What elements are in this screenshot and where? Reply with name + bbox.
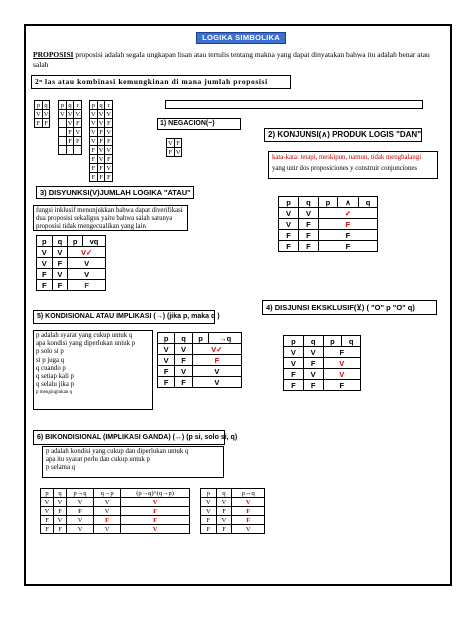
table-row [284, 358, 361, 369]
table-cell: F [52, 280, 68, 291]
table-cell: V [94, 525, 121, 534]
table-cell: V [232, 498, 265, 507]
table-cell: V [98, 119, 104, 127]
table-cell: F [232, 507, 265, 516]
table-row [37, 269, 106, 280]
table-cell [59, 119, 67, 128]
table-row [279, 230, 378, 241]
table-header-row [201, 489, 265, 498]
table-header-cell: →q [209, 333, 242, 344]
table-header-row [35, 101, 50, 110]
truth-table-3var-partial [58, 100, 82, 155]
table-cell: V [43, 110, 49, 118]
disjunction-table [36, 235, 106, 291]
table-cell: F [68, 280, 106, 291]
table-cell: V [284, 358, 304, 369]
biconditional-line: p adalah kondisi yang cukup dan diperlukan untuk q [46, 448, 189, 455]
table-header-row [37, 236, 106, 247]
table-cell: F [121, 516, 190, 525]
negation-heading: 1) NEGACION(~) [157, 118, 241, 130]
table-cell: V [37, 247, 53, 258]
table-cell: V [98, 146, 104, 154]
table-row [35, 119, 50, 128]
table-row [158, 355, 242, 366]
table-cell: F [298, 230, 318, 241]
table-cell: V [54, 498, 67, 507]
table-header-cell: q [342, 336, 361, 347]
table-cell: F [41, 516, 54, 525]
table-cell: F [90, 164, 98, 173]
table-cell [66, 146, 74, 155]
table-header-row [90, 101, 113, 110]
table-header-cell: q [303, 336, 323, 347]
table-cell: V [303, 347, 323, 358]
table-header-cell: p [158, 333, 175, 344]
table-row [279, 241, 378, 252]
table-cell: F [74, 119, 82, 128]
table-cell: F [105, 137, 113, 146]
conditional-line: p menginginkan q [36, 390, 73, 396]
table-cell: V [106, 110, 112, 118]
table-cell: F [35, 119, 43, 128]
table-cell: V [175, 366, 192, 377]
empty-box [165, 100, 423, 109]
table-row [59, 119, 82, 128]
table-cell: V [121, 498, 190, 507]
table-cell: F [67, 507, 94, 516]
table-cell: F [105, 119, 113, 128]
table-header-cell: q [175, 333, 192, 344]
table-cell [59, 128, 67, 137]
table-header-row [41, 489, 190, 498]
table-header-cell: p [41, 489, 54, 498]
table-cell: V [106, 164, 112, 172]
table-cell: V [98, 155, 104, 163]
table-cell: F [318, 241, 377, 252]
table-cell: F [298, 219, 318, 230]
table-row [59, 110, 82, 119]
table-cell: V [175, 148, 181, 156]
table-header-cell: r [105, 101, 113, 110]
table-cell: F [90, 173, 98, 182]
table-header-cell: ∧ [337, 197, 358, 208]
conditional-line: p adalah syarat yang cukup untuk q [36, 332, 133, 339]
table-header-cell: p [37, 236, 53, 247]
conjunction-description [268, 151, 438, 179]
biconditional-description [42, 446, 224, 478]
table-row [90, 155, 113, 164]
table-row [41, 516, 190, 525]
table-cell [74, 146, 82, 155]
exclusive-table [283, 335, 361, 391]
table-cell: F [323, 347, 360, 358]
table-cell: V [98, 110, 104, 118]
table-cell: F [284, 369, 304, 380]
table-row [90, 173, 113, 182]
table-cell: V [67, 525, 94, 534]
table-cell: V [54, 516, 67, 525]
table-cell: F [323, 380, 360, 391]
disjunction-description: fungsi inklusif menunjukkan bahwa dapat diverifikasi dua proposisi sekaligus yaitu bahwa salah satunya proposisi tidak mengecualikan yang lain [33, 205, 188, 231]
table-row [201, 498, 265, 507]
table-row [90, 119, 113, 128]
table-cell: F [216, 507, 232, 516]
table-cell: F [279, 241, 299, 252]
table-cell: V [67, 119, 73, 127]
table-cell: F [90, 146, 98, 155]
table-cell: F [105, 155, 113, 164]
table-header-cell: q [298, 197, 318, 208]
table-cell: V [175, 344, 192, 355]
table-cell: ✓ [318, 208, 377, 219]
table-row [158, 377, 242, 388]
table-header-row [158, 333, 242, 344]
table-cell: F [201, 525, 217, 534]
intro-paragraph [33, 50, 445, 69]
conditional-line: q selalu jika p [36, 381, 74, 389]
biconditional-line: apa itu syarat perlu dan cukup untuk p [46, 456, 151, 464]
table-cell [59, 137, 67, 146]
biconditional-table [40, 488, 190, 534]
table-cell: V [168, 139, 173, 147]
table-cell [59, 146, 67, 155]
table-header-cell: p [192, 333, 208, 344]
table-cell: F [74, 137, 82, 146]
table-cell: V [279, 208, 299, 219]
table-cell: V [91, 128, 96, 136]
table-header-cell: q [66, 101, 74, 110]
table-cell: V [216, 516, 232, 525]
table-cell: F [175, 377, 192, 388]
table-row [90, 146, 113, 155]
table-row [279, 219, 378, 230]
intro-text: proposisi adalah segala ungkapan lisan atau tertulis tentang makna yang dapat dinyatakan bahwa itu adalah benar atau salah [33, 50, 430, 69]
table-header-row [59, 101, 82, 110]
table-header-cell: p [323, 336, 342, 347]
conditional-table [157, 332, 242, 388]
conjunction-heading: 2) KONJUNSI(∧) PRODUK LOGIS "DAN" [264, 128, 422, 142]
table-cell: F [90, 155, 98, 164]
table-cell: V [192, 377, 241, 388]
conjunction-table [278, 196, 378, 252]
table-cell: V [75, 128, 81, 136]
exclusive-heading: 4) DISJUNSI EKSKLUSIF(⊻) ( "O" p "O" q) [262, 300, 437, 315]
table-row [59, 128, 82, 137]
table-cell: V [201, 507, 217, 516]
table-header-cell: p [35, 101, 43, 110]
table-cell: F [298, 241, 318, 252]
table-header-cell: r [74, 101, 82, 110]
table-row [284, 380, 361, 391]
table-cell: F [37, 280, 53, 291]
truth-table-3var [89, 100, 113, 182]
table-header-cell: q [97, 101, 105, 110]
table-header-cell: p [68, 236, 83, 247]
table-cell: V [323, 358, 360, 369]
table-row [201, 507, 265, 516]
table-cell: V✓ [68, 247, 106, 258]
table-cell: V [106, 128, 112, 136]
table-cell: F [52, 258, 68, 269]
table-cell: F [37, 269, 53, 280]
table-cell: V [279, 219, 299, 230]
table-cell: V [106, 146, 112, 154]
table-cell: V [52, 269, 68, 280]
table-row [279, 208, 378, 219]
table-header-cell: p [90, 101, 98, 110]
conditional-line: q cuando p [36, 364, 66, 372]
table-cell: F [54, 525, 67, 534]
table-row [90, 164, 113, 173]
table-row [167, 139, 182, 148]
table-header-cell: p [284, 336, 304, 347]
table-cell: F [66, 137, 74, 146]
table-cell: V [37, 258, 53, 269]
table-row [37, 258, 106, 269]
table-cell: F [97, 173, 105, 182]
conditional-line: apa kondisi yang diperlukan untuk p [36, 340, 136, 348]
table-cell: F [303, 380, 323, 391]
table-row [35, 110, 50, 119]
table-cell: V [94, 498, 121, 507]
table-row [59, 146, 82, 155]
table-cell: F [97, 128, 105, 137]
table-cell: V [60, 110, 65, 118]
table-header-row [279, 197, 378, 208]
table-row [41, 507, 190, 516]
table-cell: F [97, 164, 105, 173]
table-header-cell: q [52, 236, 68, 247]
table-header-cell: p→q [67, 489, 94, 498]
table-cell: V [91, 137, 96, 145]
table-header-cell: p [279, 197, 299, 208]
table-cell: F [167, 148, 175, 157]
conjunction-desc: yang unir dos proposiciones y construir conjunciones [272, 165, 417, 173]
combination-note: 2ⁿ las atau kombinasi kemungkinan di mana jumlah proposisi [31, 75, 291, 89]
table-cell: V [121, 525, 190, 534]
table-cell: V [52, 247, 68, 258]
table-row [41, 498, 190, 507]
table-cell: F [66, 128, 74, 137]
table-cell: V [94, 507, 121, 516]
truth-table-2var [34, 100, 50, 128]
table-cell: F [192, 355, 241, 366]
table-cell: F [174, 139, 182, 148]
table-cell: V [284, 347, 304, 358]
table-cell: F [303, 358, 323, 369]
intro-term: PROPOSISI [33, 50, 74, 59]
table-header-cell: p [59, 101, 67, 110]
conditional-line: p solo si p [36, 348, 64, 356]
table-cell: F [42, 119, 50, 128]
table-header-cell: q [42, 101, 50, 110]
table-cell: V [192, 366, 241, 377]
table-cell: F [201, 516, 217, 525]
table-cell: V [36, 110, 41, 118]
table-cell: F [318, 219, 377, 230]
table-row [167, 148, 182, 157]
biconditional-line: p selama q [46, 464, 76, 472]
table-row [158, 344, 242, 355]
negation-table [166, 138, 182, 157]
table-row [284, 369, 361, 380]
table-cell: V [91, 110, 96, 118]
table-row [284, 347, 361, 358]
table-cell: F [121, 507, 190, 516]
table-row [90, 137, 113, 146]
table-row [201, 525, 265, 534]
table-header-row [284, 336, 361, 347]
table-cell: V [67, 498, 94, 507]
table-cell: V [67, 110, 73, 118]
table-row [90, 110, 113, 119]
table-cell: V [158, 344, 175, 355]
table-cell: F [41, 525, 54, 534]
table-cell: V [41, 498, 54, 507]
table-cell: V [323, 369, 360, 380]
table-row [90, 128, 113, 137]
table-cell: V [75, 110, 81, 118]
table-row [158, 366, 242, 377]
table-cell: V [41, 507, 54, 516]
table-cell: V [67, 516, 94, 525]
table-header-cell: (p→q)^(q→p) [121, 489, 190, 498]
conditional-line: q setiap kali p [36, 373, 74, 381]
table-cell: F [318, 230, 377, 241]
table-cell: F [158, 366, 175, 377]
table-cell: V [68, 258, 106, 269]
table-header-cell: p [201, 489, 217, 498]
table-row [37, 247, 106, 258]
table-header-cell: q→p [94, 489, 121, 498]
table-cell: F [105, 173, 113, 182]
table-header-cell: q [359, 197, 378, 208]
conjunction-keywords: kata-kata: tetapi, meskipun, namun, tidak menghalangi [272, 154, 422, 161]
biconditional-heading: 6) BIKONDISIONAL (IMPLIKASI GANDA) (↔) (p si, solo si, q) [33, 430, 225, 445]
table-header-cell: p↔q [232, 489, 265, 498]
table-cell: V [232, 525, 265, 534]
table-cell: F [94, 516, 121, 525]
table-cell: V [298, 208, 318, 219]
table-cell: F [97, 137, 105, 146]
table-cell: F [216, 525, 232, 534]
table-header-cell: q [54, 489, 67, 498]
table-row [41, 525, 190, 534]
table-cell: V [201, 498, 217, 507]
conditional-heading: 5) KONDISIONAL ATAU IMPLIKASI (→) (jika p, maka q ) [33, 310, 215, 324]
table-cell: F [175, 355, 192, 366]
page-title: LOGIKA SIMBOLIKA [196, 32, 286, 44]
conditional-line: si p juga q [36, 356, 65, 364]
table-row [59, 137, 82, 146]
table-cell: F [54, 507, 67, 516]
table-cell: V [303, 369, 323, 380]
disjunction-heading: 3) DISYUNKSI(V)JUMLAH LOGIKA "ATAU" [36, 186, 194, 199]
table-cell: F [232, 516, 265, 525]
table-cell: V [216, 498, 232, 507]
table-header-cell: vq [83, 236, 106, 247]
table-header-cell: q [216, 489, 232, 498]
conditional-description [33, 330, 153, 410]
table-cell: F [158, 377, 175, 388]
table-row [37, 280, 106, 291]
biconditional-summary-table [200, 488, 265, 534]
table-header-cell: p [318, 197, 337, 208]
table-cell: V✓ [192, 344, 241, 355]
table-cell: F [279, 230, 299, 241]
table-row [201, 516, 265, 525]
table-cell: V [68, 269, 106, 280]
table-cell: V [158, 355, 175, 366]
table-cell: V [91, 119, 96, 127]
table-cell: F [284, 380, 304, 391]
